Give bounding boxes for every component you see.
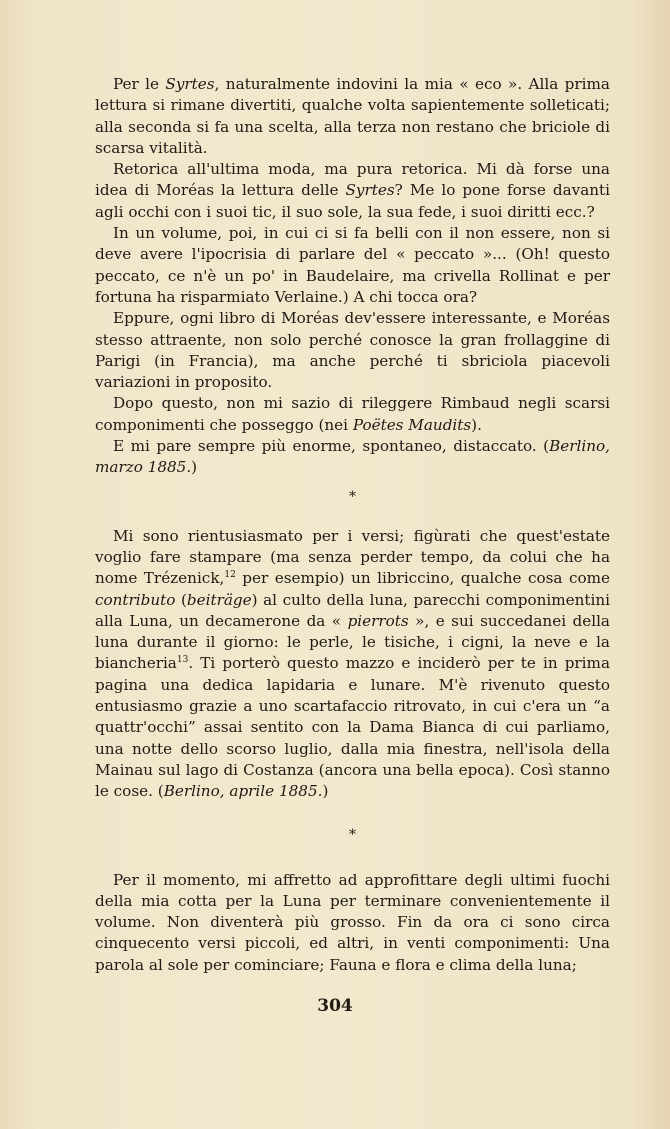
section-3 (95, 870, 610, 976)
italic-text: Poëtes Maudits (352, 415, 472, 434)
italic-text: Berlino, aprile 1885. (163, 782, 323, 801)
page-text (95, 74, 610, 976)
section-separator-2: * (349, 826, 356, 843)
page-number: 304 (317, 996, 353, 1016)
section-1 (95, 74, 610, 479)
italic-text: contributo (95, 590, 176, 609)
paragraph: Per il momento, mi affretto ad approfittare degli ultimi fuochi della mia cotta per la Luna per terminare convenientemente il volume. Non diventerà più grosso. Fin da ora ci sono circa cinquecento versi piccoli, ed altri, in venti componimenti: Una parola al sole per cominciare; Fauna e flora e clima della luna; (95, 870, 610, 974)
paragraph: In un volume, poi, in cui ci si fa belli con il non essere, non si deve avere l'ipocrisia di parlare del « peccato »... (Oh! questo peccato, ce n'è un po' in Baudelaire, ma crivella Rollinat e per fortuna ha risparmiato Verlaine.) A chi tocca ora? (95, 224, 610, 306)
paragraph: Mi sono rientusiasmato per i versi; figùrati che quest'estate voglio fare stampare (ma senza perder tempo, da colui che ha nome Trézenick,$^{12}$ per esempio) un libriccino, qualche cosa come contributo (beiträge) al culto della luna, parecchi componimentini alla Luna, un decamerone da « pierrots », e sui succedanei della luna durante il giorno: le perle, le tisiche, i cigni, la neve e la biancheria$^{13}$. Ti porterò questo mazzo e inciderò per te in prima pagina una dedica lapidaria e lunare. M'è rivenuto questo entusiasmo grazie a uno scartafaccio ritrovato, in cui c'era un “a quattr'occhi” assai sentito con la Dama Bianca di cui parliamo, una notte dello scorso luglio, dalla mia finestra, nell'isola della Mainau sul lago di Costanza (ancora una bella epoca). Così stanno le cose. (Berlino, aprile 1885.) (95, 526, 610, 801)
section-2 (95, 526, 610, 803)
paragraph: Per le Syrtes, naturalmente indovini la mia « eco ». Alla prima lettura si rimane divertiti, qualche volta sapientemente solleticati; alla seconda si fa una scelta, alla terza non restano che briciole di scarsa vitalità. (95, 75, 610, 157)
footnote-marker: 12 (224, 570, 236, 581)
paragraph: Retorica all'ultima moda, ma pura retorica. Mi dà forse una idea di Moréas la lettura delle Syrtes? Me lo pone forse davanti agli occhi con i suoi tic, il suo sole, la sua fede, i suoi diritti ecc.? (95, 160, 610, 221)
italic-text: pierrots (347, 611, 409, 630)
paragraph: E mi pare sempre più enorme, spontaneo, distaccato. (Berlino, marzo 1885.) (95, 437, 610, 477)
italic-text: Berlino, marzo 1885. (95, 437, 610, 477)
paragraph: Dopo questo, non mi sazio di rileggere Rimbaud negli scarsi componimenti che posseggo (nei Poëtes Maudits). (95, 394, 610, 434)
paragraph: Eppure, ogni libro di Moréas dev'essere interessante, e Moréas stesso attraente, non solo perché conosce la gran frollaggine di Parigi (in Francia), ma anche perché ti sbriciola piacevoli variazioni in proposito. (95, 309, 610, 392)
italic-text: Syrtes (165, 75, 215, 93)
footnote-marker: 13 (176, 655, 189, 666)
section-separator-1: * (349, 488, 356, 505)
italic-text: beiträge (186, 590, 252, 609)
italic-text: Syrtes (345, 181, 395, 200)
